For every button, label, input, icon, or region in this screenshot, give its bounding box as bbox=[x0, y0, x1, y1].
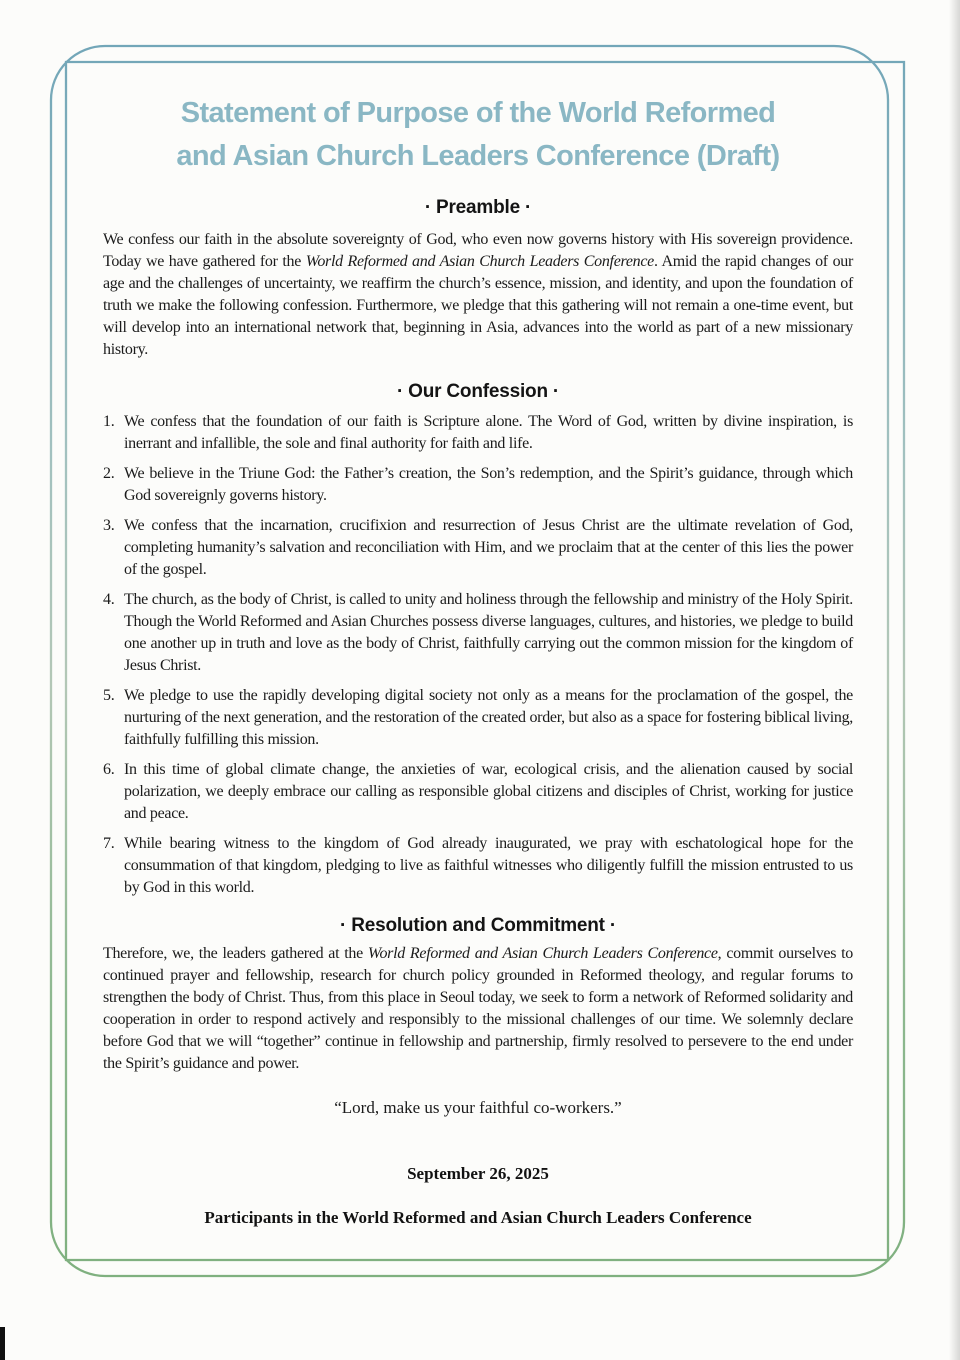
item-number: 5. bbox=[103, 687, 115, 704]
title-line-2: and Asian Church Leaders Conference (Draft) bbox=[176, 140, 780, 172]
confession-item-4 bbox=[103, 589, 853, 677]
scan-edge-shadow bbox=[949, 0, 960, 1360]
item-text: While bearing witness to the kingdom of God already inaugurated, we pray with eschatological hope for the consummation of that kingdom, pledging to live as faithful witnesses who diligently fulfill the mission entrusted to us by God in this world. bbox=[124, 835, 853, 896]
scan-artifact-mark bbox=[0, 1327, 5, 1360]
item-number: 6. bbox=[103, 761, 115, 778]
confession-item-7 bbox=[103, 833, 853, 899]
item-text: We confess that the incarnation, crucifixion and resurrection of Jesus Christ are the ultimate revelation of God, completing humanity’s salvation and reconciliation with Him, and we proclaim that at the center of this lies the power of the gospel. bbox=[124, 517, 853, 578]
confession-item-5 bbox=[103, 685, 853, 751]
signatories-line: Participants in the World Reformed and Asian Church Leaders Conference bbox=[204, 1208, 752, 1227]
confession-heading: · Our Confession · bbox=[396, 381, 560, 402]
confession-list bbox=[103, 411, 853, 899]
title-line-1: Statement of Purpose of the World Reformed bbox=[180, 97, 776, 129]
preamble-heading: · Preamble · bbox=[424, 197, 532, 218]
document-date: September 26, 2025 bbox=[407, 1164, 549, 1183]
confession-item-1 bbox=[103, 411, 853, 455]
item-text: We believe in the Triune God: the Father’s creation, the Son’s redemption, and the Spirit’s guidance, through which God sovereignly governs history. bbox=[124, 465, 853, 504]
confession-item-2 bbox=[103, 463, 853, 507]
resolution-heading: · Resolution and Commitment · bbox=[339, 915, 617, 936]
item-text: The church, as the body of Christ, is called to unity and holiness through the fellowship and ministry of the Holy Spirit. Though the World Reformed and Asian Churches possess diverse languages, cultures, and histories, we pledge to build one another up in truth and love as the body of Christ, faithfully carrying out the common mission for the kingdom of Jesus Christ. bbox=[124, 591, 853, 674]
resolution-paragraph: Therefore, we, the leaders gathered at the World Reformed and Asian Church Leaders Conference, commit ourselves to continued prayer and fellowship, research for church policy grounded in Reformed theology, and regular forums to strengthen the body of Christ. Thus, from this place in Seoul today, we seek to form a network of Reformed solidarity and cooperation in order to respond actively and responsibly to the missional challenges of our time. We solemnly declare before God that we will “together” continue in fellowship and partnership, firmly resolved to persevere to the end under the Spirit’s guidance and power. bbox=[103, 945, 853, 1072]
item-text: We pledge to use the rapidly developing digital society not only as a means for the proclamation of the gospel, the nurturing of the next generation, and the restoration of the created order, but also as a space for fostering biblical living, faithfully fulfilling this mission. bbox=[124, 687, 853, 748]
item-number: 7. bbox=[103, 835, 115, 852]
item-number: 4. bbox=[103, 591, 115, 608]
confession-item-6 bbox=[103, 759, 853, 825]
confession-item-3 bbox=[103, 515, 853, 581]
item-text: We confess that the foundation of our faith is Scripture alone. The Word of God, written by divine inspiration, is inerrant and infallible, the sole and final authority for faith and life. bbox=[124, 413, 853, 452]
item-number: 3. bbox=[103, 517, 115, 534]
item-text: In this time of global climate change, the anxieties of war, ecological crisis, and the alienation caused by social polarization, we deeply embrace our calling as responsible global citizens and disciples of Christ, working for justice and peace. bbox=[124, 761, 853, 822]
item-number: 2. bbox=[103, 465, 115, 482]
closing-quote: “Lord, make us your faithful co-workers.” bbox=[334, 1098, 622, 1117]
document-title bbox=[103, 92, 853, 178]
item-number: 1. bbox=[103, 413, 115, 430]
document-content bbox=[103, 0, 853, 1229]
preamble-paragraph: We confess our faith in the absolute sovereignty of God, who even now governs history with His sovereign providence. Today we have gathered for the World Reformed and Asian Church Leaders Conference. Amid the rapid changes of our age and the challenges of uncertainty, we reaffirm the church’s essence, mission, and identity, and upon the foundation of truth we make the following confession. Furthermore, we pledge that this gathering will not remain a one-time event, but will develop into an international network that, beginning in Asia, advances into the world as part of a new missionary history. bbox=[103, 231, 853, 358]
